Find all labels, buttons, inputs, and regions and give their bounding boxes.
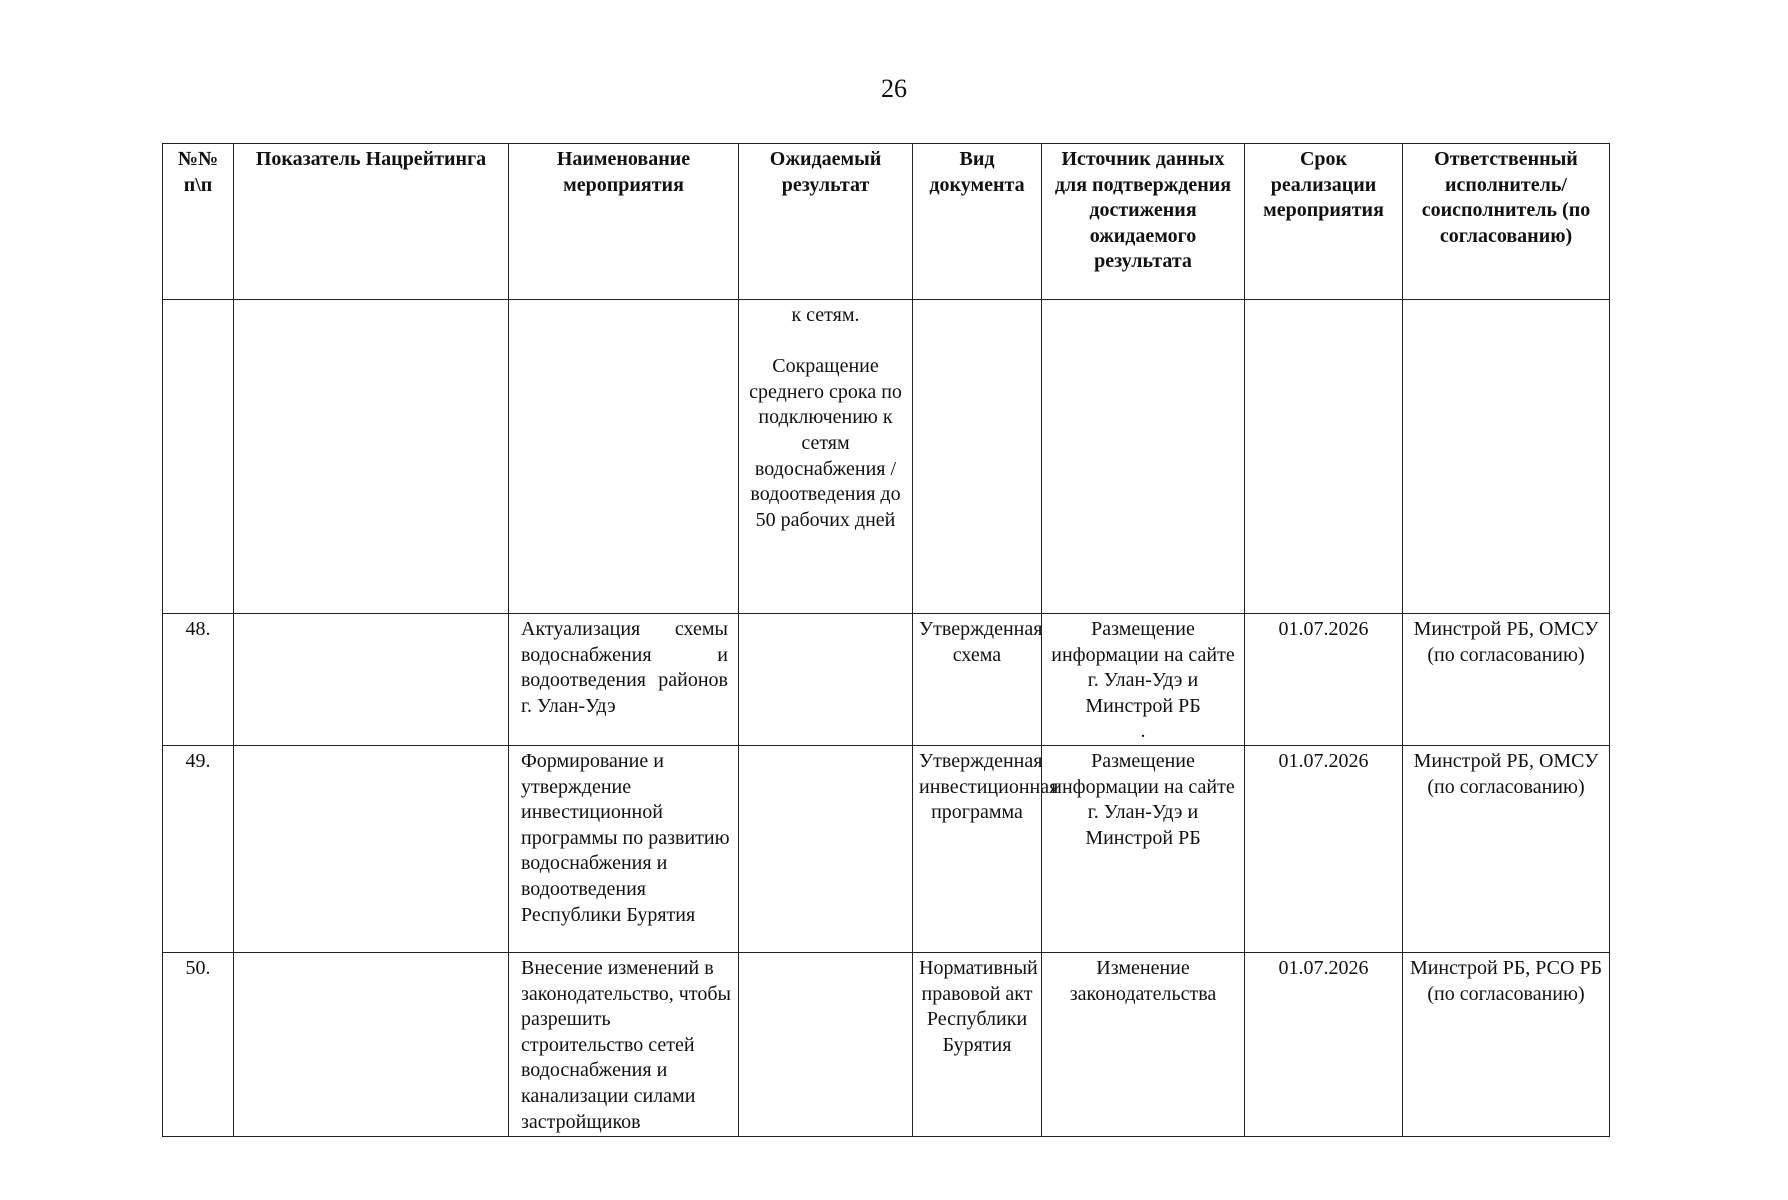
header-responsible: Ответственный исполнитель/ соисполнитель (по согласованию)	[1403, 144, 1610, 300]
cell-num: 50.	[163, 952, 234, 1136]
cell-doc-type: Утвержденная схема	[913, 614, 1042, 746]
cell-responsible: Минстрой РБ, ОМСУ (по согласованию)	[1403, 745, 1610, 952]
measures-table	[162, 143, 1610, 1137]
cell-action: Внесение изменений в законодательство, чтобы разрешить строительство сетей водоснабжения и канализации силами застройщиков	[509, 952, 739, 1136]
cell-doc-type: Нормативный правовой акт Республики Бурятия	[913, 952, 1042, 1136]
cell-expected-result	[739, 952, 913, 1136]
cell-doc-type	[913, 300, 1042, 614]
cell-num: 48.	[163, 614, 234, 746]
header-expected-result: Ожидаемый результат	[739, 144, 913, 300]
cell-num	[163, 300, 234, 614]
cell-responsible	[1403, 300, 1610, 614]
cell-source: Размещение информации на сайте г. Улан-Удэ и Минстрой РБ .	[1042, 614, 1245, 746]
header-deadline: Срок реализации мероприятия	[1245, 144, 1403, 300]
cell-indicator	[234, 745, 509, 952]
table-row	[163, 614, 1610, 746]
cell-deadline: 01.07.2026	[1245, 952, 1403, 1136]
cell-deadline: 01.07.2026	[1245, 745, 1403, 952]
cell-action: Формирование и утверждение инвестиционной программы по развитию водоснабжения и водоотведения Республики Бурятия	[509, 745, 739, 952]
cell-expected-result	[739, 614, 913, 746]
header-num: №№ п\п	[163, 144, 234, 300]
header-indicator: Показатель Нацрейтинга	[234, 144, 509, 300]
cell-expected-result	[739, 745, 913, 952]
cell-action: Актуализация схемы водоснабжения и водоотведения районов г. Улан-Удэ	[509, 614, 739, 746]
cell-action	[509, 300, 739, 614]
header-source: Источник данных для подтверждения достижения ожидаемого результата	[1042, 144, 1245, 300]
table-row-continuation	[163, 300, 1610, 614]
cell-responsible: Минстрой РБ, РСО РБ (по согласованию)	[1403, 952, 1610, 1136]
cell-doc-type: Утвержденная инвестиционная программа	[913, 745, 1042, 952]
header-action: Наименование мероприятия	[509, 144, 739, 300]
cell-indicator	[234, 952, 509, 1136]
cell-source: Размещение информации на сайте г. Улан-Удэ и Минстрой РБ	[1042, 745, 1245, 952]
table-row	[163, 952, 1610, 1136]
cell-source: Изменение законодательства	[1042, 952, 1245, 1136]
page-number: 26	[881, 74, 907, 103]
cell-indicator	[234, 614, 509, 746]
cell-deadline: 01.07.2026	[1245, 614, 1403, 746]
cell-deadline	[1245, 300, 1403, 614]
cell-responsible: Минстрой РБ, ОМСУ (по согласованию)	[1403, 614, 1610, 746]
table-row	[163, 745, 1610, 952]
table-header-row	[163, 144, 1610, 300]
cell-num: 49.	[163, 745, 234, 952]
cell-source	[1042, 300, 1245, 614]
cell-expected-result: к сетям. Сокращение среднего срока по подключению к сетям водоснабжения / водоотведения до 50 рабочих дней	[739, 300, 913, 614]
cell-indicator	[234, 300, 509, 614]
header-doc-type: Вид документа	[913, 144, 1042, 300]
